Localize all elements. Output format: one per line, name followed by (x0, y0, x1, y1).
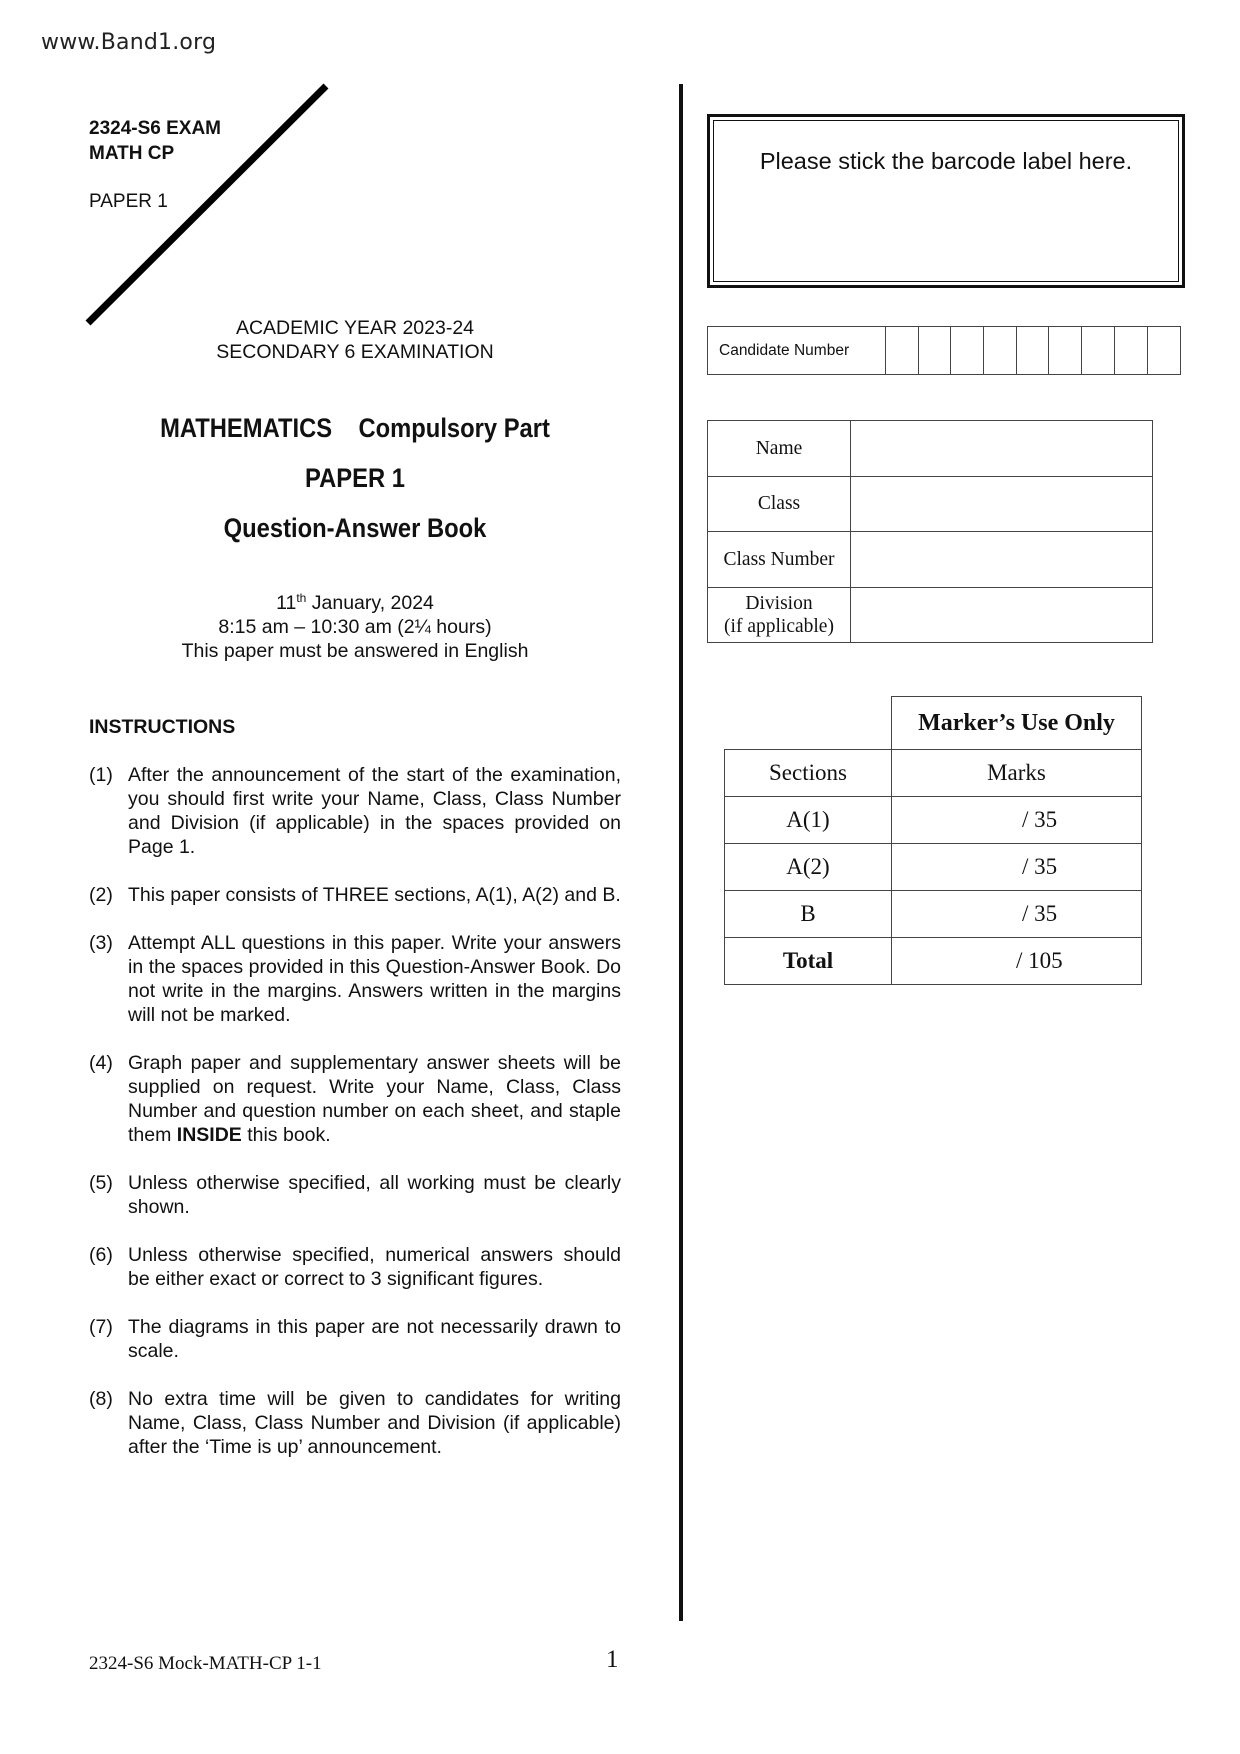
paper-code: PAPER 1 (89, 191, 168, 212)
instruction-number: (5) (89, 1172, 113, 1194)
student-info-table (707, 420, 1153, 643)
academic-header (70, 316, 640, 364)
section-marks: / 35 (892, 844, 1142, 891)
instruction-number: (1) (89, 764, 113, 786)
marker-title: Marker’s Use Only (892, 697, 1142, 750)
total-marks: / 105 (892, 938, 1142, 985)
candidate-digit-box[interactable] (886, 327, 919, 374)
marker-table (724, 696, 1142, 985)
class-number-label: Class Number (708, 532, 851, 588)
exam-code-line1: 2324-S6 EXAM (89, 118, 222, 139)
section-marks: / 35 (892, 797, 1142, 844)
instruction-text-part: Graph paper and supplementary answer sheets will be supplied on request. Write your Name, Class, Class Number and question number on each sheet, and staple them (128, 1052, 621, 1146)
info-row-class (708, 476, 1153, 532)
candidate-digit-box[interactable] (984, 327, 1017, 374)
division-field[interactable] (851, 587, 1153, 643)
diagonal-slash (0, 0, 400, 340)
name-field[interactable] (851, 421, 1153, 477)
instruction-item (89, 931, 621, 1027)
section-name: A(2) (725, 844, 892, 891)
instruction-number: (3) (89, 932, 113, 954)
exam-schedule (70, 591, 640, 663)
instruction-number: (6) (89, 1244, 113, 1266)
marks-header: Marks (892, 750, 1142, 797)
date-day: 11 (276, 592, 297, 614)
exam-name: SECONDARY 6 EXAMINATION (216, 341, 494, 363)
subject-name: MATHEMATICS (160, 413, 333, 443)
division-label-line1: Division (745, 592, 813, 614)
exam-code-line2: MATH CP (89, 143, 175, 164)
instruction-item (89, 1243, 621, 1291)
language-note: This paper must be answered in English (181, 640, 529, 662)
academic-year: ACADEMIC YEAR 2023-24 (235, 317, 475, 339)
instruction-text: Attempt ALL questions in this paper. Write your answers in the spaces provided in this Question-Answer Book. Do not write in the margins. Answers written in the margins will not be marked. (128, 932, 621, 1026)
instruction-emphasis: INSIDE (176, 1124, 242, 1146)
candidate-digit-box[interactable] (919, 327, 952, 374)
book-title: Question-Answer Book (223, 513, 487, 543)
instruction-text: After the announcement of the start of the examination, you should first write your Name, Class, Class Number and Division (if applicable) in the spaces provided on Page 1. (128, 764, 621, 858)
exam-time: 8:15 am – 10:30 am (2¼ hours) (218, 616, 492, 638)
instruction-number: (7) (89, 1316, 113, 1338)
instruction-text: Unless otherwise specified, all working must be clearly shown. (128, 1172, 621, 1218)
instruction-text: No extra time will be given to candidates for writing Name, Class, Class Number and Division (if applicable) after the ‘Time is up’ announcement. (128, 1388, 621, 1458)
section-name: B (725, 891, 892, 938)
marker-row (725, 844, 1142, 891)
paper-title: PAPER 1 (305, 463, 405, 493)
instruction-item (89, 763, 621, 859)
instruction-text: The diagrams in this paper are not necessarily drawn to scale. (128, 1316, 621, 1362)
instruction-text-part: this book. (241, 1124, 331, 1146)
instruction-item (89, 1387, 621, 1459)
info-row-name (708, 421, 1153, 477)
info-row-division (708, 587, 1153, 643)
class-number-field[interactable] (851, 532, 1153, 588)
instruction-item (89, 1315, 621, 1363)
section-marks: / 35 (892, 891, 1142, 938)
marker-total-row (725, 938, 1142, 985)
candidate-digit-box[interactable] (1082, 327, 1115, 374)
marker-blank-cell (725, 697, 892, 750)
watermark-url: www.Band1.org (41, 30, 217, 55)
barcode-label: Please stick the barcode label here. (759, 148, 1133, 174)
instructions-list (89, 763, 621, 1483)
instruction-text: Unless otherwise specified, numerical answers should be either exact or correct to 3 significant figures. (128, 1244, 621, 1290)
column-divider (679, 84, 683, 1621)
instruction-text: This paper consists of THREE sections, A(1), A(2) and B. (128, 884, 621, 906)
barcode-area (707, 114, 1185, 288)
diagonal-line (88, 86, 326, 323)
subject-title (104, 413, 606, 444)
marker-row (725, 797, 1142, 844)
instruction-number: (2) (89, 884, 113, 906)
section-name: A(1) (725, 797, 892, 844)
division-label-line2: (if applicable) (724, 615, 834, 637)
marker-title-row (725, 697, 1142, 750)
instruction-item (89, 883, 621, 907)
exam-date (70, 591, 640, 615)
instruction-text (128, 1051, 621, 1147)
class-label: Class (708, 476, 851, 532)
barcode-inner-frame (713, 120, 1179, 282)
name-label: Name (708, 421, 851, 477)
candidate-digit-box[interactable] (1148, 327, 1181, 374)
instruction-item (89, 1051, 621, 1147)
instruction-item (89, 1171, 621, 1219)
instructions-title: INSTRUCTIONS (89, 716, 236, 738)
candidate-digit-box[interactable] (1049, 327, 1082, 374)
footer-code: 2324-S6 Mock-MATH-CP 1-1 (89, 1653, 322, 1674)
candidate-number-label: Candidate Number (708, 327, 886, 374)
subject-part: Compulsory Part (358, 413, 550, 443)
instruction-number: (4) (89, 1052, 113, 1074)
candidate-digit-box[interactable] (1017, 327, 1050, 374)
class-field[interactable] (851, 476, 1153, 532)
total-label: Total (725, 938, 892, 985)
candidate-digit-box[interactable] (1115, 327, 1148, 374)
sections-header: Sections (725, 750, 892, 797)
date-suffix: th (296, 591, 307, 605)
marker-header-row (725, 750, 1142, 797)
info-row-class-number (708, 532, 1153, 588)
page-number: 1 (606, 1646, 619, 1673)
date-rest: January, 2024 (306, 592, 434, 614)
candidate-number-row (707, 326, 1181, 375)
instruction-number: (8) (89, 1388, 113, 1410)
candidate-digit-box[interactable] (951, 327, 984, 374)
marker-row (725, 891, 1142, 938)
division-label (708, 587, 851, 643)
